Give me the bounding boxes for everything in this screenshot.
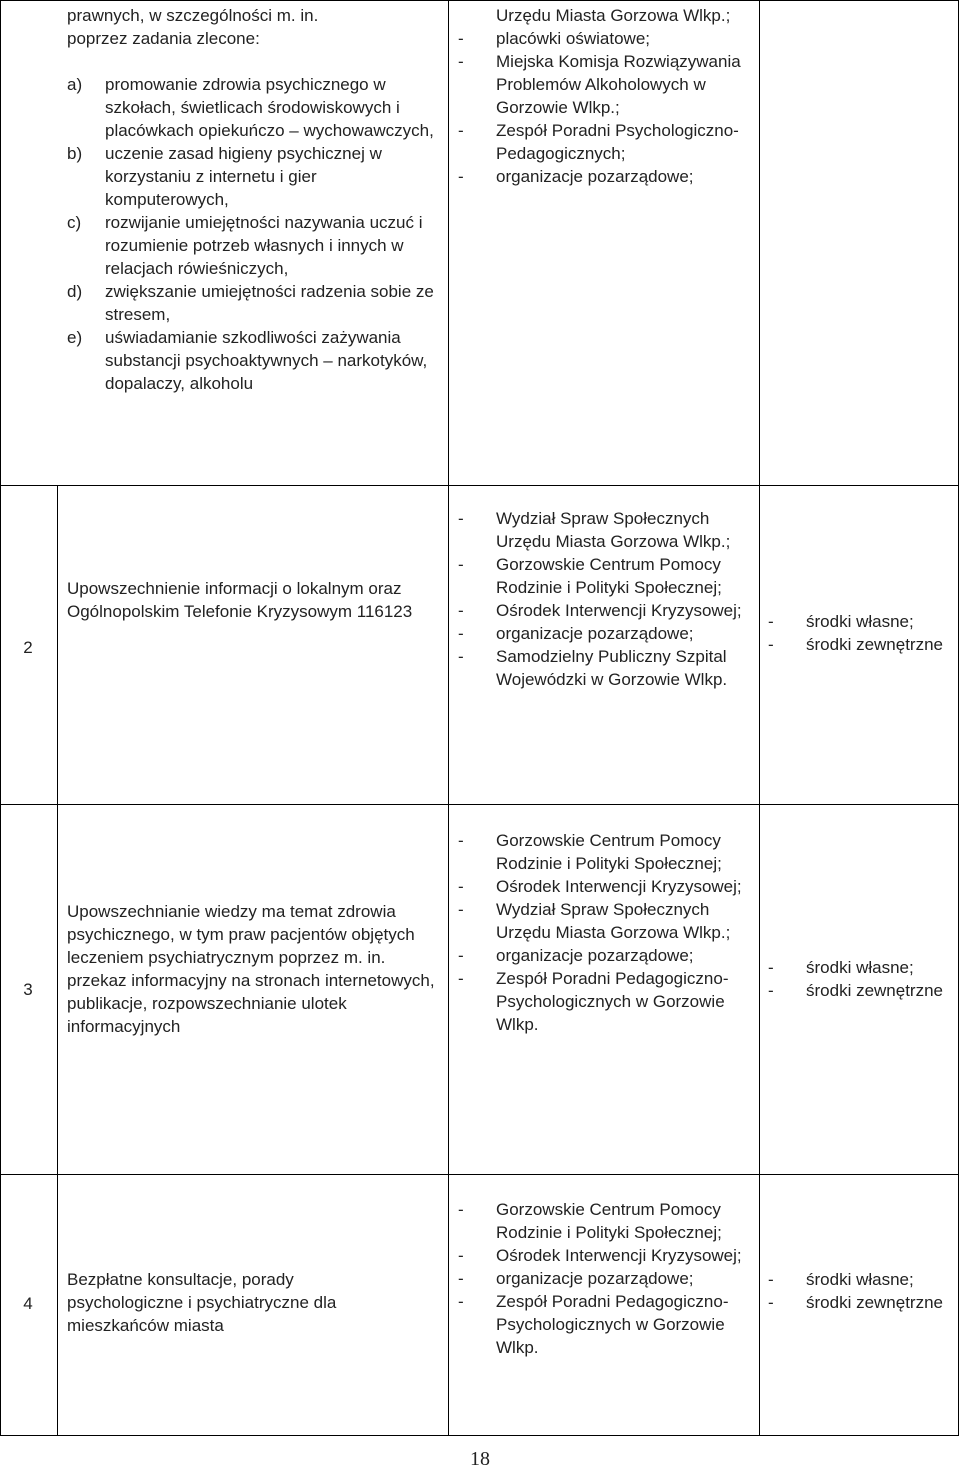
dash-marker: - [768, 635, 774, 654]
dash-marker: - [768, 1293, 774, 1312]
list-item [768, 956, 953, 979]
funding-text: środki własne; [806, 958, 914, 977]
partner-text: placówki oświatowe; [496, 29, 651, 48]
partner-text: organizacje pozarządowe; [496, 946, 694, 965]
dash-marker: - [458, 647, 464, 666]
list-item-text: uświadamianie szkodliwości zażywania substancji psychoaktywnych – narkotyków, dopalaczy, alkoholu [105, 328, 428, 393]
dash-marker: - [458, 167, 464, 186]
funding-cell [768, 610, 953, 656]
list-item [458, 119, 754, 165]
funding-cell [768, 956, 953, 1002]
funding-text: środki własne; [806, 612, 914, 631]
dash-marker: - [768, 958, 774, 977]
dash-marker: - [458, 900, 464, 919]
partner-text: Zespół Poradni Psychologiczno-Pedagogicznych; [496, 121, 739, 163]
list-item [67, 211, 442, 280]
dash-marker: - [768, 612, 774, 631]
table-border-right [958, 0, 959, 1436]
list-marker: e) [67, 328, 83, 347]
partner-text: Samodzielny Publiczny Szpital Wojewódzki w Gorzowie Wlkp. [496, 647, 728, 689]
funding-text: środki zewnętrzne [806, 635, 944, 654]
table-border-left [0, 0, 1, 1436]
list-item-text: rozwijanie umiejętności nazywania uczuć i rozumienie potrzeb własnych i innych w relacjach rówieśniczych, [105, 213, 423, 278]
list-item [458, 622, 754, 645]
list-item-text: zwiększanie umiejętności radzenia sobie ze stresem, [105, 282, 434, 324]
list-item [458, 944, 754, 967]
list-item [458, 645, 754, 691]
partner-text: Gorzowskie Centrum Pomocy Rodzinie i Polityki Społecznej; [496, 555, 722, 597]
list-item [768, 979, 953, 1002]
row-number: 3 [23, 980, 33, 999]
list-item [458, 50, 754, 119]
partner-text: organizacje pozarządowe; [496, 1269, 694, 1288]
list-item [458, 875, 754, 898]
partners-cell [458, 507, 754, 691]
list-item [458, 507, 754, 553]
list-item [458, 1267, 754, 1290]
partner-list [458, 27, 754, 188]
list-item-text: uczenie zasad higieny psychicznej w korzystaniu z internetu i gier komputerowych, [105, 144, 382, 209]
partner-text: Miejska Komisja Rozwiązywania Problemów Alkoholowych w Gorzowie Wlkp.; [496, 52, 741, 117]
dash-marker: - [458, 555, 464, 574]
dash-marker: - [458, 601, 464, 620]
list-item [458, 829, 754, 875]
list-item-text: promowanie zdrowia psychicznego w szkołach, świetlicach środowiskowych i placówkach opiekuńczo – wychowawczych, [105, 75, 434, 140]
column-divider-partners [759, 0, 760, 1436]
partner-text: Wydział Spraw Społecznych Urzędu Miasta Gorzowa Wlkp.; [496, 900, 731, 942]
funding-text: środki zewnętrzne [806, 981, 944, 1000]
task-cell: Upowszechnianie wiedzy ma temat zdrowia psychicznego, w tym praw pacjentów objętych leczeniem psychiatrycznym poprzez m. in. przekaz informacyjny na stronach internetowych, publikacje, rozpowszechnianie ulotek informacyjnych [67, 902, 435, 1036]
row-number: 4 [23, 1294, 33, 1313]
list-item [768, 633, 953, 656]
list-marker: b) [67, 144, 83, 163]
partner-text: Ośrodek Interwencji Kryzysowej; [496, 1246, 742, 1265]
list-item [458, 599, 754, 622]
list-item [67, 142, 442, 211]
partner-text: organizacje pozarządowe; [496, 624, 694, 643]
funding-text: środki własne; [806, 1270, 914, 1289]
dash-marker: - [458, 509, 464, 528]
continued-partners-cell [458, 4, 754, 188]
partner-text: Zespół Poradni Pedagogiczno-Psychologicznych w Gorzowie Wlkp. [496, 1292, 729, 1357]
funding-list [768, 956, 953, 1002]
dash-marker: - [458, 1246, 464, 1265]
list-item [458, 1198, 754, 1244]
partner-list [458, 1198, 754, 1359]
list-item [458, 27, 754, 50]
table-border-top [0, 0, 959, 1]
partner-text: Gorzowskie Centrum Pomocy Rodzinie i Polityki Społecznej; [496, 831, 722, 873]
list-item [458, 967, 754, 1036]
partner-list [458, 829, 754, 1036]
dash-marker: - [458, 121, 464, 140]
funding-list [768, 1268, 953, 1314]
partners-cell [458, 1198, 754, 1359]
table-border-bottom [0, 1435, 959, 1436]
list-item [67, 280, 442, 326]
column-divider-task [448, 0, 449, 1436]
partner-text: Ośrodek Interwencji Kryzysowej; [496, 601, 742, 620]
row-divider-3 [0, 1174, 959, 1175]
dash-marker: - [458, 831, 464, 850]
dash-marker: - [458, 52, 464, 71]
task-intro-line-1: prawnych, w szczególności m. in. [67, 6, 319, 25]
dash-marker: - [458, 946, 464, 965]
task-item-list [67, 73, 442, 395]
funding-cell [768, 1268, 953, 1314]
partner-list [458, 507, 754, 691]
partners-cell [458, 829, 754, 1036]
row-number: 2 [23, 638, 33, 657]
partner-text: Zespół Poradni Pedagogiczno-Psychologicznych w Gorzowie Wlkp. [496, 969, 729, 1034]
list-item [458, 898, 754, 944]
list-item [768, 1268, 953, 1291]
page-number: 18 [470, 1448, 490, 1470]
partner-text: Wydział Spraw Społecznych Urzędu Miasta Gorzowa Wlkp.; [496, 509, 731, 551]
dash-marker: - [768, 1270, 774, 1289]
list-item [768, 610, 953, 633]
partner-text: organizacje pozarządowe; [496, 167, 694, 186]
list-marker: a) [67, 75, 83, 94]
task-cell: Bezpłatne konsultacje, porady psychologiczne i psychiatryczne dla mieszkańców miasta [67, 1270, 337, 1335]
list-item [458, 1290, 754, 1359]
row-divider-1 [0, 485, 959, 486]
column-divider-number [57, 485, 58, 1436]
partner-continuation: Urzędu Miasta Gorzowa Wlkp.; [496, 6, 731, 25]
dash-marker: - [458, 877, 464, 896]
list-item [768, 1291, 953, 1314]
list-item [67, 326, 442, 395]
row-divider-2 [0, 804, 959, 805]
list-item [67, 73, 442, 142]
list-item [458, 553, 754, 599]
task-cell: Upowszechnienie informacji o lokalnym oraz Ogólnopolskim Telefonie Kryzysowym 116123 [67, 579, 413, 621]
partner-text: Ośrodek Interwencji Kryzysowej; [496, 877, 742, 896]
dash-marker: - [458, 969, 464, 988]
dash-marker: - [458, 29, 464, 48]
list-item [458, 165, 754, 188]
task-intro-line-2: poprzez zadania zlecone: [67, 29, 260, 48]
list-marker: c) [67, 213, 82, 232]
dash-marker: - [458, 1269, 464, 1288]
dash-marker: - [458, 1200, 464, 1219]
partner-text: Gorzowskie Centrum Pomocy Rodzinie i Polityki Społecznej; [496, 1200, 722, 1242]
continued-task-cell [67, 4, 442, 395]
dash-marker: - [458, 1292, 464, 1311]
dash-marker: - [768, 981, 774, 1000]
dash-marker: - [458, 624, 464, 643]
funding-list [768, 610, 953, 656]
funding-text: środki zewnętrzne [806, 1293, 944, 1312]
list-item [458, 1244, 754, 1267]
list-marker: d) [67, 282, 83, 301]
